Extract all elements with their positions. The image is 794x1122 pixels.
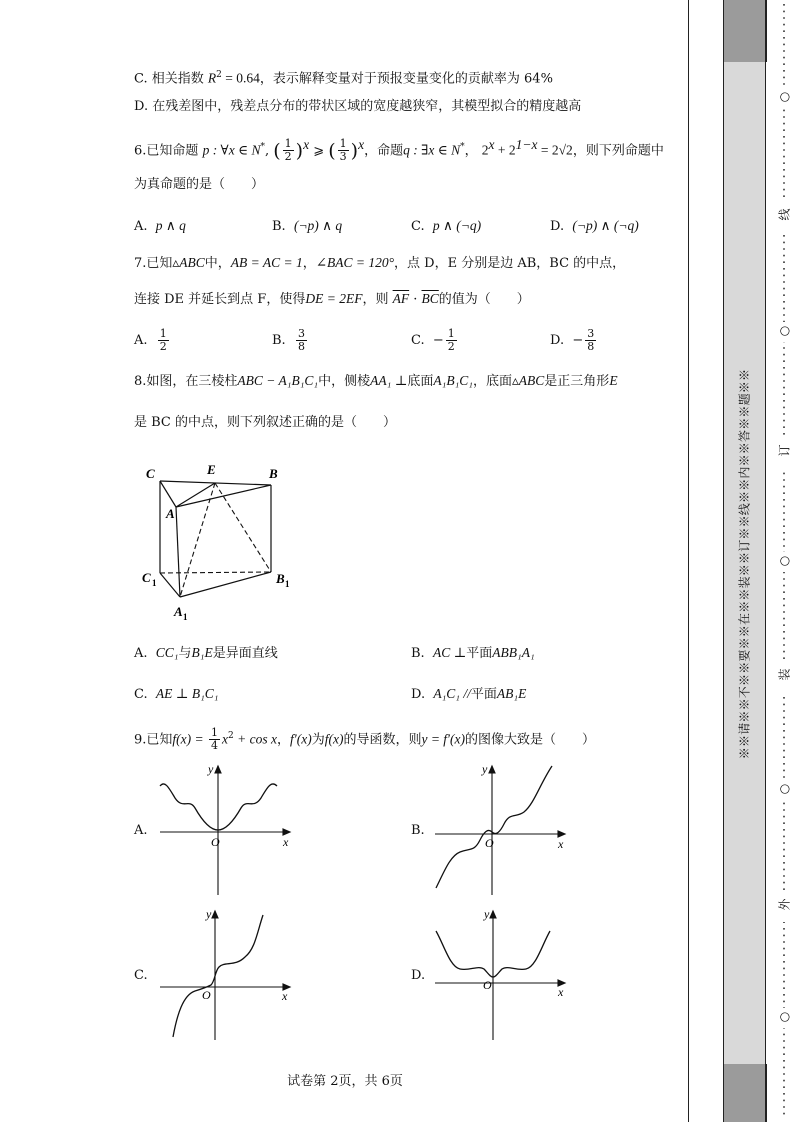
q5-option-c-text-a: 相关指数 — [151, 71, 204, 87]
q8-option-d[interactable]: D. A₁C₁ //平面AB₁E — [411, 686, 527, 702]
q9-option-d-label[interactable]: D. — [411, 968, 426, 983]
q9-b-x: x — [558, 837, 564, 851]
q9-b-y: y — [482, 762, 488, 776]
q8-edge-ab — [176, 485, 271, 507]
q7-option-b[interactable]: B. $\frac{3}{8}$ — [272, 327, 305, 353]
q8-edge-ca — [160, 481, 176, 507]
q8-prism-figure — [138, 456, 308, 626]
q9-d-y: y — [484, 907, 490, 921]
page-footer: 试卷第 2页，共 6页 — [287, 1074, 403, 1089]
q6-star: * — [260, 142, 265, 152]
q6-q-eq-a: 2 — [481, 142, 489, 158]
sidebar-cap-top — [723, 0, 767, 62]
q8-label-e: E — [207, 462, 216, 477]
q6-geq: ⩾ — [309, 143, 329, 159]
q8-option-c[interactable]: C. AE ⊥ B₁C₁ — [134, 686, 219, 702]
q7-vector-bc: $\overline{BC}$ — [421, 291, 439, 306]
q6-p-def: p : ∀x ∈ N — [202, 142, 261, 158]
sidebar-border-right — [765, 0, 766, 1122]
svg-text:1: 1 — [152, 578, 157, 588]
q8-label-a: A — [166, 506, 175, 521]
seal-char-wai: 外 — [777, 898, 792, 911]
q9-a-x: x — [283, 835, 289, 849]
q6-number: 6. — [134, 143, 147, 159]
q8-label-b: B — [269, 466, 278, 481]
q9-d-x: x — [558, 985, 564, 999]
binding-line-left — [688, 0, 689, 1122]
q7-option-d[interactable]: D. − $\frac{3}{8}$ — [550, 327, 595, 353]
q7-stem-line1: 7.已知▵ABC中，AB = AC = 1，∠BAC = 120°，点 D，E 分别是边 AB，BC 的中点， — [134, 255, 626, 271]
q5-option-d-text: 在残差图中，残差点分布的带状区域的宽度越狭窄，其模型拟合的精度越高 — [152, 99, 582, 114]
q9-option-a-label[interactable]: A. — [134, 823, 148, 838]
q8-edge-aa1 — [176, 507, 180, 597]
svg-text:1: 1 — [285, 579, 290, 589]
q6-option-d[interactable]: D. (¬p) ∧ (¬q) — [550, 218, 639, 234]
q8-edge-c1a1 — [160, 573, 180, 597]
q9-a-y: y — [208, 762, 214, 776]
svg-text:1: 1 — [183, 612, 188, 622]
q8-edge-c1b1 — [160, 572, 271, 573]
seal-circle-2: ○ — [777, 325, 791, 337]
q9-b-origin: O — [485, 836, 494, 850]
q6-half: $\frac{1}{2}$ — [284, 137, 292, 164]
q6-option-b[interactable]: B. (¬p) ∧ q — [272, 218, 343, 234]
q8-edge-ea1 — [180, 483, 215, 597]
q6-stem-line2: 为真命题的是（ ） — [134, 177, 265, 192]
q8-label-c1: C — [142, 570, 151, 585]
q6-third: $\frac{1}{3}$ — [339, 137, 347, 164]
q5-option-c-val: = 0.64 — [221, 70, 260, 86]
seal-char-ding: 订 — [777, 444, 792, 457]
q9-c-origin: O — [202, 988, 211, 1002]
q5-option-c-sup: 2 — [216, 70, 222, 80]
sidebar-cap-bottom — [723, 1064, 767, 1122]
q8-option-a[interactable]: A. CC₁与B₁E是异面直线 — [134, 645, 278, 661]
q5-option-c-text-b: ，表示解释变量对于预报变量变化的贡献率为 64% — [259, 71, 553, 87]
q6-option-c[interactable]: C. p ∧ (¬q) — [411, 218, 482, 234]
q6-q-eq-c: = 2√2 — [537, 142, 573, 158]
q7-option-c[interactable]: C. − $\frac{1}{2}$ — [411, 327, 455, 353]
q9-curve-c — [173, 915, 263, 1037]
q9-c-x: x — [282, 989, 288, 1003]
q9-stem: 9.已知f(x) = $\frac{1}{4}$ $x^2 + \cos x$，f′(x)为f(x)的导函数，则y = f′(x)的图像大致是（ ） — [134, 726, 596, 753]
seal-circle-3: ○ — [777, 555, 791, 567]
seal-circle-1: ○ — [777, 91, 791, 103]
q8-edge-ae — [176, 483, 215, 507]
q9-curve-b — [436, 766, 552, 888]
seal-char-xian: 线 — [777, 208, 792, 221]
q8-stem-line1: 8.如图，在三棱柱ABC − A₁B₁C₁中，侧棱AA₁ ⊥底面A₁B₁C₁，底面▵ABC是正三角形E — [134, 373, 618, 389]
q9-graph-c[interactable] — [155, 905, 300, 1045]
q9-c-y: y — [206, 907, 212, 921]
q9-a-origin: O — [211, 835, 220, 849]
q8-stem-line2: 是 BC 的中点，则下列叙述正确的是（ ） — [134, 415, 397, 430]
q6-q-exp2: 1−x — [515, 137, 538, 152]
q6-q-def: q : ∃x ∈ N — [403, 142, 461, 158]
q6-stem-b: ，命题 — [364, 143, 404, 159]
q8-edge-a1b1 — [180, 572, 271, 597]
q5-option-d-label: D. — [134, 99, 149, 114]
q7-option-a[interactable]: A. $\frac{1}{2}$ — [134, 327, 167, 353]
sidebar-border-left — [723, 0, 724, 1122]
q5-option-c-label: C. — [134, 71, 148, 87]
q8-label-b1: B — [276, 571, 285, 586]
q9-graph-b[interactable] — [430, 760, 575, 900]
q7-stem-line2: 连接 DE 并延长到点 F，使得DE = 2EF，则 $\overline{AF} \cdot \overline{BC}$的值为（ ） — [134, 291, 530, 307]
q6-stem-c: ，则下列命题中 — [572, 143, 664, 159]
q6-stem-line1: 6.已知命题 p : ∀x ∈ N*, ( $\frac{1}{2}$ )$^x$ ⩾ ( $\frac{1}{3}$ )$^x$，命题q : ∃x ∈ N*， $2^x + 2^{1-x} = 2√2$，则下列命题中 — [134, 137, 664, 164]
q8-label-c: C — [146, 466, 155, 481]
q8-option-b[interactable]: B. AC ⊥平面ABB₁A₁ — [411, 645, 535, 661]
q6-option-a[interactable]: A. p ∧ q — [134, 218, 186, 234]
q6-stem-a: 已知命题 — [146, 143, 199, 159]
q9-graph-a[interactable] — [155, 760, 300, 900]
sidebar-warning-text: ※※请※※不※※要※※在※※装※※订※※线※※内※※答※※题※※ — [737, 368, 752, 760]
q9-option-c-label[interactable]: C. — [134, 968, 148, 983]
q7-vector-af: $\overline{AF}$ — [392, 291, 410, 306]
q9-d-origin: O — [483, 978, 492, 992]
q6-q-eq-b: + 2 — [494, 142, 516, 158]
seal-char-zhuang: 装 — [777, 668, 792, 681]
q5-option-d — [134, 98, 581, 116]
q5-option-c — [134, 66, 553, 88]
q9-option-b-label[interactable]: B. — [411, 823, 425, 838]
seal-circle-4: ○ — [777, 783, 791, 795]
seal-circle-5: ○ — [777, 1011, 791, 1023]
q9-graph-d[interactable] — [430, 905, 575, 1045]
q5-option-c-r: R — [207, 70, 217, 86]
q8-label-a1: A — [174, 604, 183, 619]
